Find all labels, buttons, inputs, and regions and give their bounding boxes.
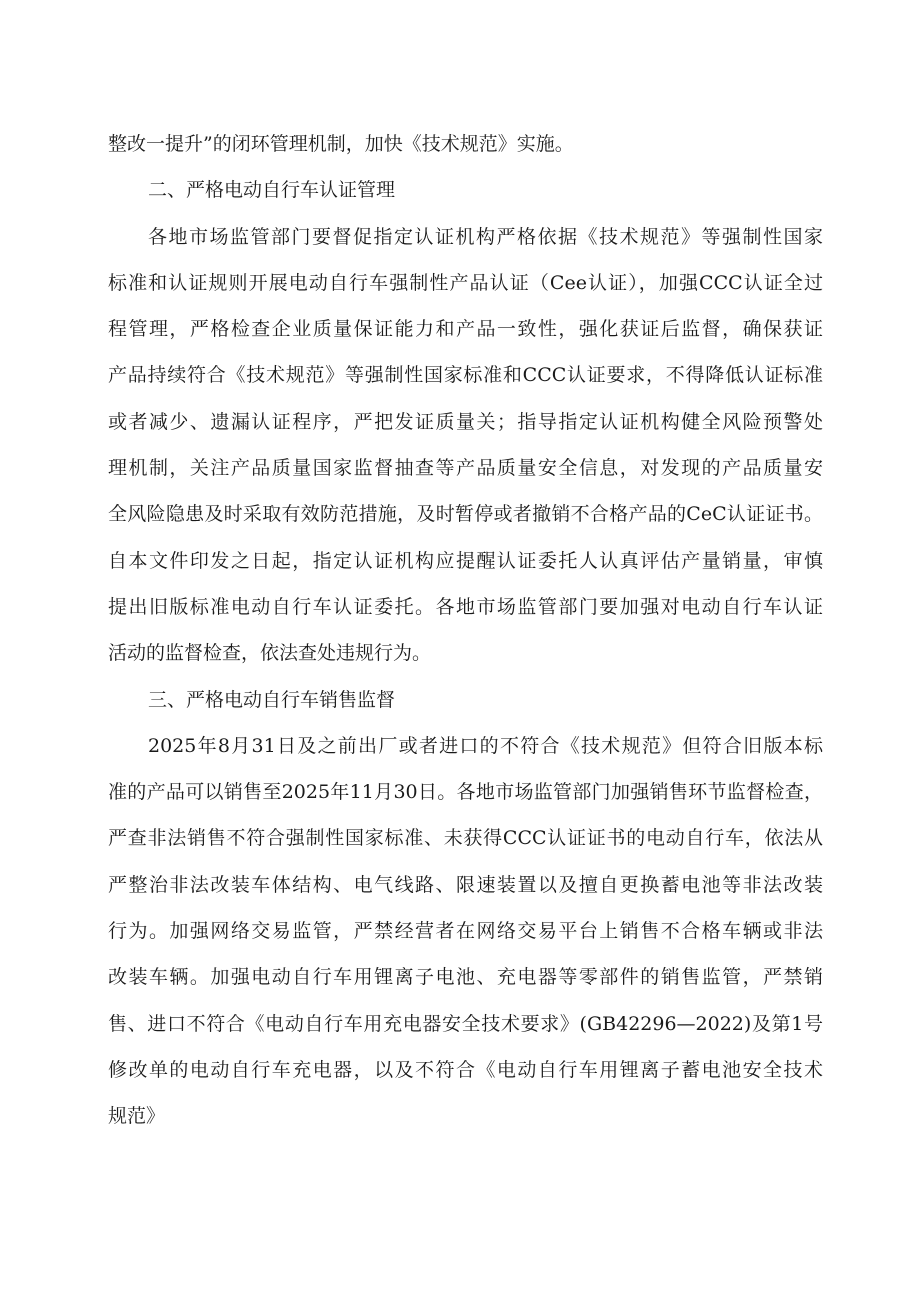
document-body bbox=[108, 121, 823, 1140]
text-line: 自本文件印发之日起，指定认证机构应提醒认证委托人认真评估产量销量，审慎 bbox=[108, 549, 823, 572]
text-line: 改装车辆。加强电动自行车用锂离子电池、充电器等零部件的销售监管，严禁销 bbox=[108, 966, 823, 989]
text-line: 程管理，严格检查企业质量保证能力和产品一致性，强化获证后监督，确保获证 bbox=[108, 318, 823, 341]
text-line: 整改一提升”的闭环管理机制，加快《技术规范》实施。 bbox=[108, 133, 574, 155]
text-line: 二、严格电动自行车认证管理 bbox=[148, 179, 396, 202]
text-line: 严整治非法改装车体结构、电气线路、限速装置以及擅自更换蓄电池等非法改装 bbox=[108, 873, 823, 896]
text-line: 或者减少、遗漏认证程序，严把发证质量关；指导指定认证机构健全风险预警处 bbox=[108, 410, 823, 433]
text-line: 产品持续符合《技术规范》等强制性国家标准和CCC认证要求，不得降低认证标准 bbox=[108, 364, 823, 387]
text-line: 准的产品可以销售至2025年11月30日。各地市场监管部门加强销售环节监督检查， bbox=[108, 781, 823, 804]
text-line: 各地市场监管部门要督促指定认证机构严格依据《技术规范》等强制性国家 bbox=[148, 225, 823, 248]
text-line: 三、严格电动自行车销售监督 bbox=[148, 688, 396, 711]
text-line: 规范》 bbox=[108, 1105, 166, 1128]
text-line: 全风险隐患及时采取有效防范措施，及时暂停或者撤销不合格产品的CeC认证证书。 bbox=[108, 503, 823, 526]
text-line: 修改单的电动自行车充电器，以及不符合《电动自行车用锂离子蓄电池安全技术 bbox=[108, 1058, 823, 1081]
text-line: 理机制，关注产品质量国家监督抽查等产品质量安全信息，对发现的产品质量安 bbox=[108, 457, 823, 480]
text-line: 标准和认证规则开展电动自行车强制性产品认证（Cee认证），加强CCC认证全过 bbox=[108, 271, 823, 294]
text-line: 活动的监督检查，依法查处违规行为。 bbox=[108, 642, 432, 665]
text-line: 严查非法销售不符合强制性国家标准、未获得CCC认证证书的电动自行车，依法从 bbox=[108, 827, 823, 850]
text-line: 提出旧版标准电动自行车认证委托。各地市场监管部门要加强对电动自行车认证 bbox=[108, 595, 823, 618]
text-line: 行为。加强网络交易监管，严禁经营者在网络交易平台上销售不合格车辆或非法 bbox=[108, 920, 823, 943]
text-line: 售、进口不符合《电动自行车用充电器安全技术要求》(GB42296—2022)及第1号 bbox=[108, 1012, 823, 1035]
text-line: 2025年8月31日及之前出厂或者进口的不符合《技术规范》但符合旧版本标 bbox=[148, 734, 823, 757]
